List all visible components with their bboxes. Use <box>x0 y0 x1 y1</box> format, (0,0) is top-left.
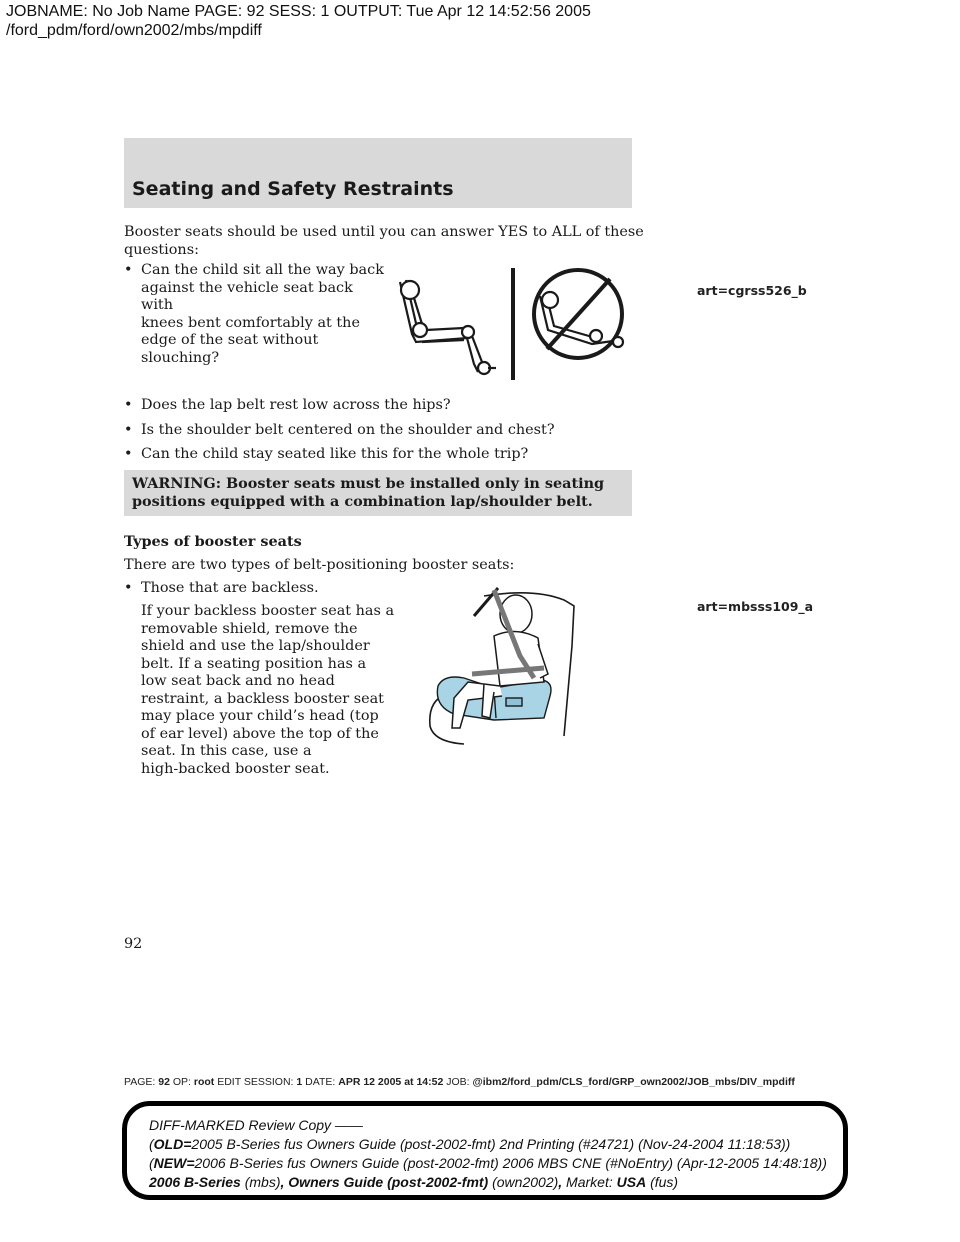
bullet-icon: • <box>124 262 133 278</box>
section-banner <box>124 138 632 208</box>
footer-value: @ibm2/ford_pdm/CLS_ford/GRP_own2002/JOB_mbs/DIV_mpdiff <box>472 1076 795 1088</box>
bullet-icon: • <box>124 397 133 413</box>
job-header-line-2: /ford_pdm/ford/own2002/mbs/mpdiff <box>6 22 262 39</box>
diff-old-label: OLD= <box>153 1136 192 1152</box>
bullet-icon: • <box>124 580 133 596</box>
warning-box <box>124 470 632 516</box>
footer-label: DATE: <box>305 1076 336 1088</box>
question-shoulder-belt <box>124 422 624 440</box>
detail-line: If your backless booster seat has a <box>141 603 395 619</box>
question-line: slouching? <box>141 349 220 366</box>
detail-line: shield and use the lap/shoulder <box>141 638 370 654</box>
question-sit-back <box>124 262 384 366</box>
footer-label: PAGE: <box>124 1076 156 1088</box>
detail-line: seat. In this case, use a <box>141 743 312 759</box>
question-whole-trip <box>124 446 624 464</box>
intro-line: Booster seats should be used until you can answer YES to ALL of these <box>124 224 644 240</box>
art-label: art=cgrss526_b <box>697 283 807 298</box>
question-text: Does the lap belt rest low across the hips? <box>141 397 451 413</box>
question-text: Can the child stay seated like this for the whole trip? <box>141 446 529 462</box>
job-header <box>6 2 591 40</box>
diff-model-code: (mbs) <box>244 1174 281 1190</box>
correct-posture-figure <box>400 280 496 374</box>
types-intro: There are two types of belt-positioning booster seats: <box>124 557 515 573</box>
diff-model: 2006 B-Series <box>149 1174 241 1190</box>
footer-label: EDIT SESSION: <box>217 1076 294 1088</box>
job-footer <box>124 1076 795 1088</box>
diff-review-box <box>122 1101 848 1200</box>
footer-value: root <box>193 1076 215 1088</box>
question-text: Is the shoulder belt centered on the shoulder and chest? <box>141 422 555 438</box>
question-line: knees bent comfortably at the <box>141 314 360 331</box>
incorrect-posture-figure <box>534 270 623 358</box>
question-line: against the vehicle seat back with <box>141 279 353 313</box>
diff-line: DIFF-MARKED Review Copy —— <box>149 1117 363 1133</box>
intro-line: questions: <box>124 241 199 258</box>
diff-review-text <box>149 1116 827 1192</box>
diff-guide: Owners Guide (post-2002-fmt) <box>288 1174 489 1190</box>
diff-new-value: 2006 B-Series fus Owners Guide (post-2002-fmt) 2006 MBS CNE (#NoEntry) (Apr-12-2005 14:48:18)) <box>194 1155 827 1171</box>
type-backless <box>124 580 424 598</box>
question-text <box>141 262 384 367</box>
diff-line: 2006 B-Series (mbs), Owners Guide (post-2002-fmt) (own2002), Market: USA (fus) <box>149 1174 679 1190</box>
footer-value: 1 <box>296 1076 303 1088</box>
bullet-icon: • <box>124 446 133 462</box>
detail-line: belt. If a seating position has a <box>141 655 367 672</box>
intro-text <box>124 224 644 259</box>
detail-line: low seat back and no head <box>141 673 335 689</box>
warning-line: positions equipped with a combination lap/shoulder belt. <box>132 492 593 510</box>
page-number: 92 <box>124 936 143 952</box>
detail-line: may place your child’s head (top <box>141 708 379 724</box>
diff-line: (OLD=2005 B-Series fus Owners Guide (post-2002-fmt) 2nd Printing (#24721) (Nov-24-2004 11:18:53)) <box>149 1136 791 1152</box>
footer-value: APR 12 2005 at 14:52 <box>338 1076 444 1088</box>
detail-line: restraint, a backless booster seat <box>141 690 384 707</box>
diff-new-label: NEW= <box>153 1155 195 1171</box>
footer-label: JOB: <box>446 1076 470 1088</box>
warning-text <box>132 475 622 510</box>
question-line: Can the child sit all the way back <box>141 262 384 278</box>
detail-line: removable shield, remove the <box>141 620 358 637</box>
detail-line: of ear level) above the top of the <box>141 725 379 742</box>
footer-value: 92 <box>158 1076 170 1088</box>
diff-market-label: Market: <box>566 1174 613 1190</box>
question-lap-belt <box>124 397 624 415</box>
job-header-line-1: JOBNAME: No Job Name PAGE: 92 SESS: 1 OUTPUT: Tue Apr 12 14:52:56 2005 <box>6 3 591 20</box>
backless-detail <box>141 603 394 778</box>
art-label: art=mbsss109_a <box>697 599 814 614</box>
diff-guide-code: (own2002) <box>492 1174 559 1190</box>
section-title: Seating and Safety Restraints <box>132 178 454 200</box>
bullet-icon: • <box>124 422 133 438</box>
detail-line: high-backed booster seat. <box>141 760 330 777</box>
question-line: edge of the seat without <box>141 332 319 348</box>
types-heading: Types of booster seats <box>124 533 302 550</box>
diff-line: (NEW=2006 B-Series fus Owners Guide (post-2002-fmt) 2006 MBS CNE (#NoEntry) (Apr-12-2005 14:48:18)) <box>149 1155 827 1171</box>
diff-market: USA <box>616 1174 647 1190</box>
type-text: Those that are backless. <box>141 580 319 596</box>
backless-booster-illustration <box>424 586 584 746</box>
seating-posture-illustration <box>392 264 632 384</box>
footer-label: OP: <box>172 1076 191 1088</box>
warning-line: WARNING: Booster seats must be installed only in seating <box>132 475 605 492</box>
diff-market-code: (fus) <box>650 1174 679 1190</box>
diff-old-value: 2005 B-Series fus Owners Guide (post-2002-fmt) 2nd Printing (#24721) (Nov-24-2004 11:18:53)) <box>191 1136 791 1152</box>
